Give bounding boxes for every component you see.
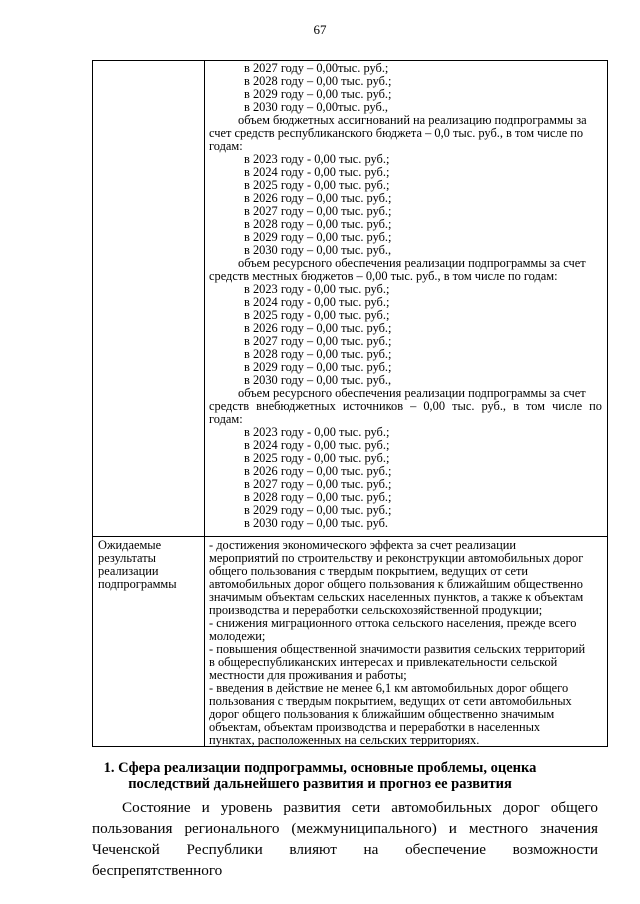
local-year-line: в 2023 году - 0,00 тыс. руб.; <box>244 282 390 296</box>
republic-year-line: в 2024 году - 0,00 тыс. руб.; <box>244 165 390 179</box>
results-text-line: автомобильных дорог общего пользования к ближайшим общественно <box>209 577 583 591</box>
offbudget-year-line: в 2028 году – 0,00 тыс. руб.; <box>244 490 392 504</box>
budget-line: в 2027 году – 0,00тыс. руб.; <box>244 61 389 75</box>
local-year-line: в 2029 году – 0,00 тыс. руб.; <box>244 360 392 374</box>
local-year-line: в 2027 году – 0,00 тыс. руб.; <box>244 334 392 348</box>
budget-line: в 2028 году – 0,00 тыс. руб.; <box>244 74 392 88</box>
budget-line: в 2030 году – 0,00тыс. руб., <box>244 100 389 114</box>
offbudget-year-line: в 2030 году – 0,00 тыс. руб. <box>244 516 389 530</box>
offbudget-year-line: в 2025 году - 0,00 тыс. руб.; <box>244 451 390 465</box>
local-year-line: в 2025 году - 0,00 тыс. руб.; <box>244 308 390 322</box>
local-year-line: в 2026 году – 0,00 тыс. руб.; <box>244 321 392 335</box>
results-text-line: мероприятий по строительству и реконструкции автомобильных дорог <box>209 551 584 565</box>
results-label-line: реализации <box>98 564 159 578</box>
offbudget-year-line: в 2024 году - 0,00 тыс. руб.; <box>244 438 390 452</box>
local-year-line: в 2024 году - 0,00 тыс. руб.; <box>244 295 390 309</box>
results-text-line: - введения в действие не менее 6,1 км автомобильных дорог общего <box>209 681 569 695</box>
results-text-line: в общереспубликанских интересах и привлекательности сельской <box>209 655 558 669</box>
results-text-line: объектам, объектам производства и переработки в населенных <box>209 720 541 734</box>
republic-year-line: в 2027 году – 0,00 тыс. руб.; <box>244 204 392 218</box>
section-heading: 1. Сфера реализации подпрограммы, основные проблемы, оценка <box>103 760 537 776</box>
local-intro-line: средств местных бюджетов – 0,00 тыс. руб., в том числе по годам: <box>209 269 558 283</box>
results-label-line: подпрограммы <box>98 577 177 591</box>
republic-year-line: в 2025 году - 0,00 тыс. руб.; <box>244 178 390 192</box>
offbudget-year-line: в 2023 году - 0,00 тыс. руб.; <box>244 425 390 439</box>
section-heading: последствий дальнейшего развития и прогноз ее развития <box>128 776 512 792</box>
results-label-line: Ожидаемые <box>98 538 162 552</box>
results-text-line: пунктах, расположенных на сельских территориях. <box>209 733 480 747</box>
results-text-line: - повышения общественной значимости развития сельских территорий <box>209 642 586 656</box>
row-divider <box>93 536 607 537</box>
body-paragraph-line: Чеченской Республики влияют на обеспечение возможности беспрепятственного <box>92 841 598 879</box>
offbudget-year-line: в 2027 году – 0,00 тыс. руб.; <box>244 477 392 491</box>
offbudget-intro-line: годам: <box>209 412 243 426</box>
republic-intro-line: годам: <box>209 139 243 153</box>
republic-year-line: в 2023 году - 0,00 тыс. руб.; <box>244 152 390 166</box>
republic-intro-line: счет средств республиканского бюджета – 0,0 тыс. руб., в том числе по <box>209 126 584 140</box>
column-divider <box>204 61 205 746</box>
republic-year-line: в 2026 году – 0,00 тыс. руб.; <box>244 191 392 205</box>
offbudget-year-line: в 2026 году – 0,00 тыс. руб.; <box>244 464 392 478</box>
results-text-line: молодежи; <box>209 629 266 643</box>
results-text-line: - снижения миграционного оттока сельского населения, прежде всего <box>209 616 577 630</box>
offbudget-year-line: в 2029 году – 0,00 тыс. руб.; <box>244 503 392 517</box>
budget-line: в 2029 году – 0,00 тыс. руб.; <box>244 87 392 101</box>
local-year-line: в 2028 году – 0,00 тыс. руб.; <box>244 347 392 361</box>
results-text-line: пользования с твердым покрытием, ведущих от сети автомобильных <box>209 694 572 708</box>
results-text-line: местности для проживания и работы; <box>209 668 407 682</box>
results-text-line: общего пользования с твердым покрытием, ведущих от сети <box>209 564 529 578</box>
results-text-line: производства и переработки сельскохозяйственной продукции; <box>209 603 543 617</box>
republic-year-line: в 2030 году – 0,00 тыс. руб., <box>244 243 392 257</box>
republic-year-line: в 2028 году – 0,00 тыс. руб.; <box>244 217 392 231</box>
results-text-line: значимым объектам сельских населенных пунктов, а также к объектам <box>209 590 584 604</box>
offbudget-intro-line: средств внебюджетных источников – 0,00 тыс. руб., в том числе по <box>209 399 602 413</box>
body-paragraph-line: Состояние и уровень развития сети автомобильных дорог общего <box>122 799 598 816</box>
republic-intro-line: объем бюджетных ассигнований на реализацию подпрограммы за <box>238 113 587 127</box>
body-paragraph-line: пользования регионального (межмуниципального) и местного значения <box>92 820 598 837</box>
results-text-line: - достижения экономического эффекта за счет реализации <box>209 538 516 552</box>
results-label-line: результаты <box>98 551 156 565</box>
page-number: 67 <box>313 22 327 37</box>
local-year-line: в 2030 году – 0,00 тыс. руб., <box>244 373 392 387</box>
offbudget-intro-line: объем ресурсного обеспечения реализации подпрограммы за счет <box>238 386 586 400</box>
subprogram-passport-table <box>92 60 608 747</box>
local-intro-line: объем ресурсного обеспечения реализации подпрограммы за счет <box>238 256 586 270</box>
results-text-line: дорог общего пользования к ближайшим общественно значимым <box>209 707 555 721</box>
republic-year-line: в 2029 году – 0,00 тыс. руб.; <box>244 230 392 244</box>
